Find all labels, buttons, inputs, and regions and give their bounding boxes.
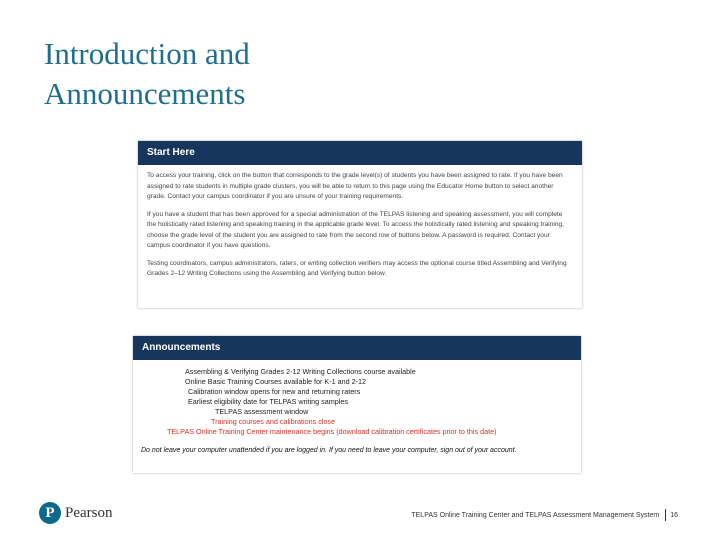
start-here-paragraph: Testing coordinators, campus administrators, raters, or writing collection verifiers may access the optional course titled Assembling and Verifying Grades 2–12 Writing Collections using the Assembling and Verifying button below. [147, 259, 567, 277]
announcement-item: Online Basic Training Courses available for K-1 and 2-12 [185, 377, 366, 386]
slide-title: Introduction and Announcements [44, 36, 250, 111]
start-here-paragraph: To access your training, click on the button that corresponds to the grade level(s) of students you have been assigned to rate. If you have been assigned to rate students in multiple grade clusters, you will be able to return to this page using the Educator Home button to select another grade. Contact your campus coordinator if you are unsure of your training requirements. [147, 172, 563, 200]
footer-divider [665, 509, 666, 521]
pearson-p-icon: P [39, 502, 61, 524]
pearson-logo [39, 502, 113, 524]
brand-name: Pearson [65, 504, 113, 521]
announcements-list [133, 360, 581, 456]
logout-warning: Do not leave your computer unattended if you are logged in. If you need to leave your computer, sign out of your account. [141, 447, 517, 454]
slide-footer [411, 509, 678, 521]
announcements-heading: Announcements [133, 336, 581, 360]
announcements-panel [133, 336, 581, 473]
announcement-item-alert: Training courses and calibrations close [211, 417, 335, 426]
announcement-item: Calibration window opens for new and returning raters [188, 387, 361, 396]
announcement-item: Earliest eligibility date for TELPAS writing samples [188, 397, 348, 406]
page-number: 16 [670, 511, 678, 519]
start-here-panel [138, 141, 582, 308]
announcement-item-alert: TELPAS Online Training Center maintenance begins (download calibration certificates prior to this date) [167, 427, 497, 436]
start-here-heading: Start Here [138, 141, 582, 165]
announcement-item: Assembling & Verifying Grades 2-12 Writing Collections course available [185, 367, 416, 376]
start-here-paragraph: If you have a student that has been approved for a special administration of the TELPAS listening and speaking assessment, you will complete the holistically rated listening and speaking training in the applicable grade level. To access the holistically rated listening and speaking training, choose the grade level of the student you are assigned to rate from the second row of buttons below. A password is required. Contact your campus coordinator if you have questions. [147, 210, 565, 249]
start-here-body [138, 165, 582, 280]
footer-caption: TELPAS Online Training Center and TELPAS Assessment Management System [411, 511, 660, 519]
announcement-item: TELPAS assessment window [215, 407, 309, 416]
